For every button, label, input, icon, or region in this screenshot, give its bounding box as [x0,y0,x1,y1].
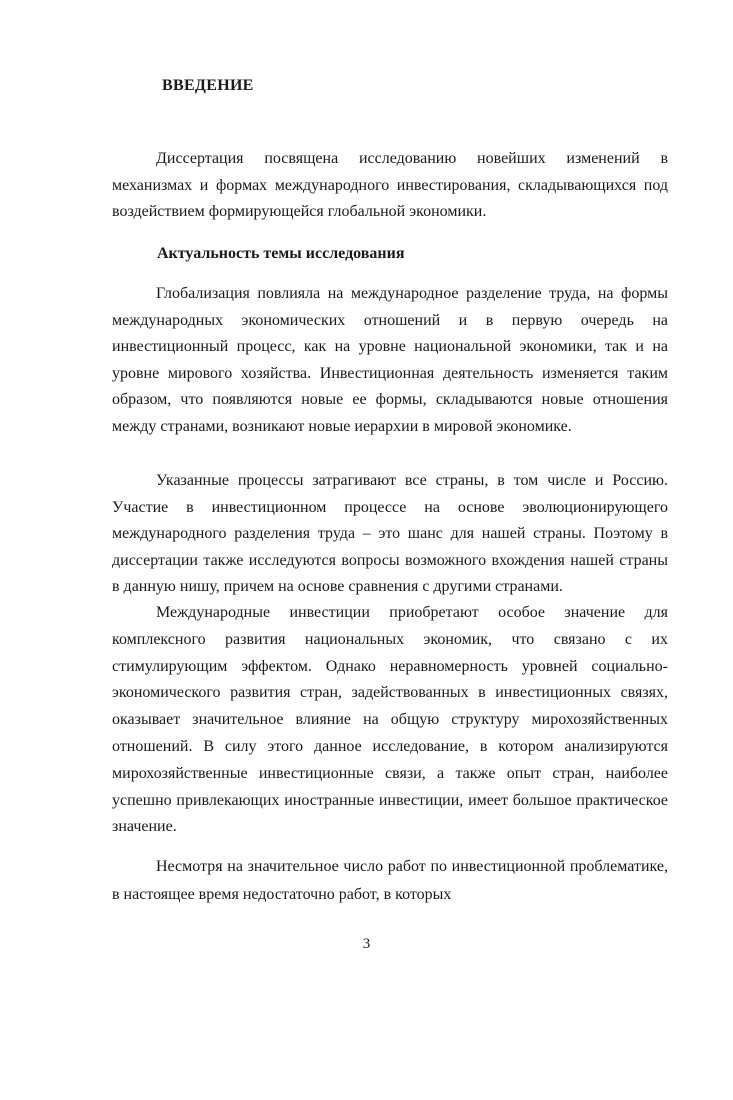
paragraph-globalization: Глобализация повлияла на международное разделение труда, на формы международных экономических отношений и в первую очередь на инвестиционный процесс, как на уровне национальной экономики, так и на уровне мирового хозяйства. Инвестиционная деятельность изменяется таким образом, что появляются новые ее формы, складываются новые отношения между странами, возникают новые иерархии в мировой экономике. [112,285,668,435]
page-number: 3 [362,936,371,952]
paragraph-russia: Указанные процессы затрагивают все страны, в том числе и Россию. Участие в инвестиционном процессе на основе эволюционирующего международного разделения труда – это шанс для нашей страны. Поэтому в диссертации также исследуются вопросы возможного вхождения нашей страны в данную нишу, причем на основе сравнения с другими странами. [112,472,668,595]
paragraph-international-investment: Международные инвестиции приобретают особое значение для комплексного развития национальных экономик, что связано с их стимулирующим эффектом. Однако неравномерность уровней социально-экономического развития стран, задействованных в инвестиционных связях, оказывает значительное влияние на общую структуру мирохозяйственных отношений. В силу этого данное исследование, в котором анализируются мирохозяйственные инвестиционные связи, а также опыт стран, наиболее успешно привлекающих иностранные инвестиции, имеет большое практическое значение. [112,604,668,836]
paragraph-despite: Несмотря на значительное число работ по инвестиционной проблематике, в настоящее время недостаточно работ, в которых [112,858,668,903]
section-heading: ВВЕДЕНИЕ [162,77,254,94]
paragraph-intro: Диссертация посвящена исследованию новейших изменений в механизмах и формах международного инвестирования, складывающихся под воздействием формирующейся глобальной экономики. [112,150,668,220]
subsection-heading: Актуальность темы исследования [157,245,405,262]
